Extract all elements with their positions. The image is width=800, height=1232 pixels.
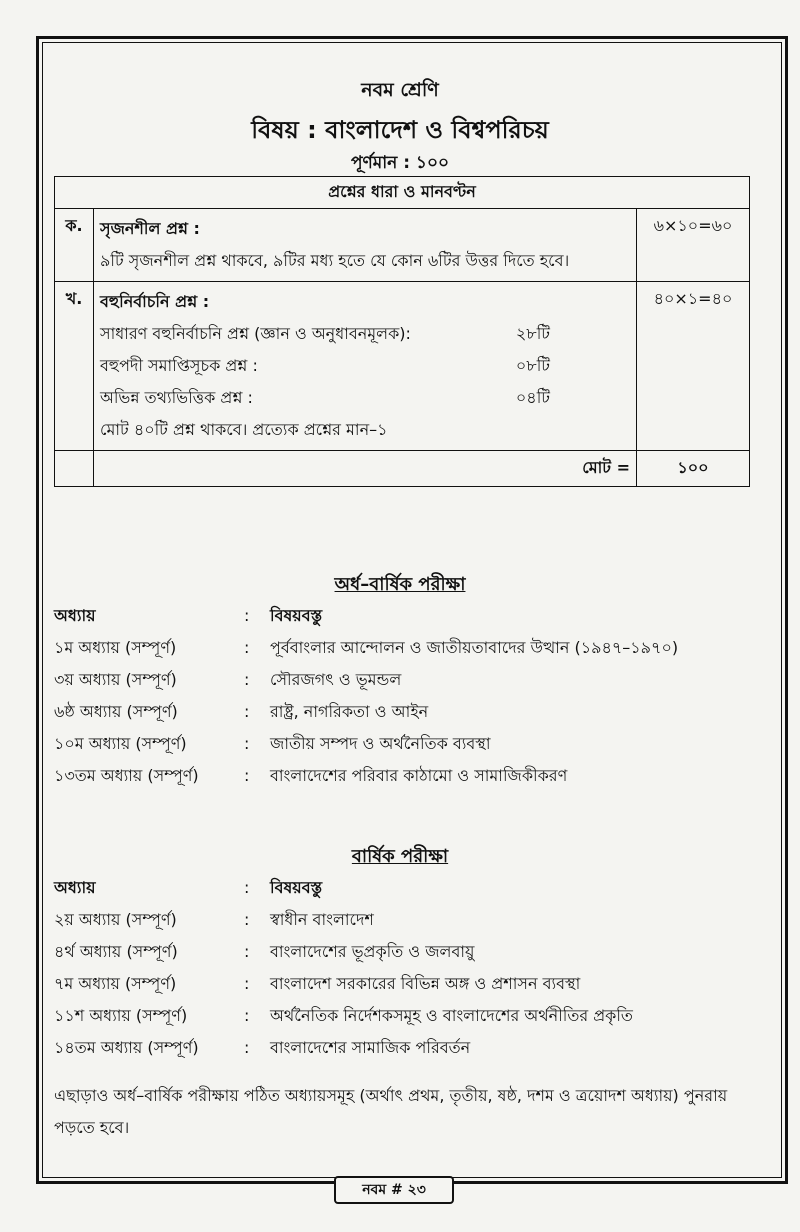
list-item: [54, 632, 774, 664]
page-footer-label: নবম # ২৩: [334, 1176, 454, 1204]
chapter-topic: অর্থনৈতিক নির্দেশকসমূহ ও বাংলাদেশের অর্থনীতির প্রকৃতি: [270, 1006, 633, 1025]
question-pattern-table: [54, 176, 750, 487]
half-yearly-title-text: অর্ধ–বার্ষিক পরীক্ষা: [334, 574, 466, 595]
empty-cell: [55, 451, 94, 487]
chapter-name: ১৩তম অধ্যায় (সম্পূর্ণ): [54, 766, 199, 785]
creative-question-cell: [94, 209, 637, 282]
colon: :: [244, 606, 250, 625]
list-item: [54, 904, 774, 936]
chapter-column-header: অধ্যায়: [54, 878, 96, 897]
mcq-item: [100, 350, 630, 382]
chapter-topic: বাংলাদেশের ভূপ্রকৃতি ও জলবায়ু: [270, 942, 475, 961]
total-label: মোট =: [94, 451, 637, 487]
syllabus-header-row: [54, 600, 774, 632]
mcq-item-count: ০৪টি: [515, 388, 550, 407]
chapter-name: ৬ষ্ঠ অধ্যায় (সম্পূর্ণ): [54, 702, 178, 721]
colon: :: [244, 1006, 250, 1025]
content-column-header: বিষয়বস্তু: [270, 878, 323, 897]
table-caption: প্রশ্নের ধারা ও মানবণ্টন: [55, 177, 750, 209]
colon: :: [244, 670, 250, 689]
mcq-item-count: ২৮টি: [515, 324, 550, 343]
list-item: [54, 1032, 774, 1064]
full-marks: পূর্ণমান : ১০০: [350, 153, 450, 173]
chapter-name: ৭ম অধ্যায় (সম্পূর্ণ): [54, 974, 177, 993]
creative-question-instruction: ৯টি সৃজনশীল প্রশ্ন থাকবে, ৯টির মধ্য হতে যে কোন ৬টির উত্তর দিতে হবে।: [100, 251, 570, 270]
chapter-name: ১৪তম অধ্যায় (সম্পূর্ণ): [54, 1038, 199, 1057]
row-label: ক.: [55, 209, 94, 282]
chapter-topic: জাতীয় সম্পদ ও অর্থনৈতিক ব্যবস্থা: [270, 734, 491, 753]
table-row: [55, 282, 750, 451]
mcq-item-text: সাধারণ বহুনির্বাচনি প্রশ্ন (জ্ঞান ও অনুধাবনমূলক):: [100, 324, 411, 343]
list-item: [54, 728, 774, 760]
chapter-topic: বাংলাদেশের সামাজিক পরিবর্তন: [270, 1038, 471, 1057]
colon: :: [244, 910, 250, 929]
chapter-topic: সৌরজগৎ ও ভূমন্ডল: [270, 670, 402, 689]
colon: :: [244, 974, 250, 993]
revision-note: এছাড়াও অর্ধ–বার্ষিক পরীক্ষায় পঠিত অধ্যায়সমূহ (অর্থাৎ প্রথম, তৃতীয়, ষষ্ঠ, দশম ও ত্রয়োদশ অধ্যায়) পুনরায় পড়তে হবে।: [54, 1086, 728, 1137]
mcq-marks: ৪০×১=৪০: [637, 282, 750, 451]
chapter-topic: পূর্ববাংলার আন্দোলন ও জাতীয়তাবাদের উত্থান (১৯৪৭–১৯৭০): [270, 638, 679, 657]
mcq-item-count: ০৮টি: [515, 356, 550, 375]
list-item: [54, 664, 774, 696]
colon: :: [244, 638, 250, 657]
half-yearly-syllabus: [54, 600, 774, 792]
total-value: ১০০: [637, 451, 750, 487]
colon: :: [244, 734, 250, 753]
chapter-name: ৩য় অধ্যায় (সম্পূর্ণ): [54, 670, 177, 689]
table-row: [55, 451, 750, 487]
list-item: [54, 1000, 774, 1032]
chapter-name: ৪র্থ অধ্যায় (সম্পূর্ণ): [54, 942, 178, 961]
subject-heading: বিষয় : বাংলাদেশ ও বিশ্বপরিচয়: [251, 116, 549, 144]
colon: :: [244, 942, 250, 961]
class-heading: নবম শ্রেণি: [361, 79, 439, 101]
chapter-name: ১০ম অধ্যায় (সম্পূর্ণ): [54, 734, 187, 753]
list-item: [54, 696, 774, 728]
mcq-item: [100, 318, 630, 350]
annual-syllabus: [54, 872, 774, 1064]
chapter-topic: বাংলাদেশের পরিবার কাঠামো ও সামাজিকীকরণ: [270, 766, 568, 785]
table-row: [55, 209, 750, 282]
colon: :: [244, 878, 250, 897]
chapter-name: ১ম অধ্যায় (সম্পূর্ণ): [54, 638, 177, 657]
creative-marks: ৬×১০=৬০: [637, 209, 750, 282]
syllabus-header-row: [54, 872, 774, 904]
chapter-column-header: অধ্যায়: [54, 606, 96, 625]
list-item: [54, 968, 774, 1000]
chapter-topic: রাষ্ট্র, নাগরিকতা ও আইন: [270, 702, 429, 721]
colon: :: [244, 766, 250, 785]
annual-title: [0, 842, 800, 873]
list-item: [54, 760, 774, 792]
content-column-header: বিষয়বস্তু: [270, 606, 323, 625]
colon: :: [244, 702, 250, 721]
chapter-name: ১১শ অধ্যায় (সম্পূর্ণ): [54, 1006, 188, 1025]
mcq-item-text: অভিন্ন তথ্যভিত্তিক প্রশ্ন :: [100, 388, 253, 407]
colon: :: [244, 1038, 250, 1057]
chapter-name: ২য় অধ্যায় (সম্পূর্ণ): [54, 910, 177, 929]
half-yearly-title: [0, 570, 800, 601]
mcq-cell: [94, 282, 637, 451]
mcq-item-text: বহুপদী সমাপ্তিসূচক প্রশ্ন :: [100, 356, 258, 375]
chapter-topic: স্বাধীন বাংলাদেশ: [270, 910, 374, 929]
creative-question-title: সৃজনশীল প্রশ্ন :: [100, 219, 200, 238]
row-label: খ.: [55, 282, 94, 451]
annual-title-text: বার্ষিক পরীক্ষা: [351, 846, 449, 867]
mcq-note: মোট ৪০টি প্রশ্ন থাকবে। প্রত্যেক প্রশ্নের মান–১: [100, 420, 388, 439]
chapter-topic: বাংলাদেশ সরকারের বিভিন্ন অঙ্গ ও প্রশাসন ব্যবস্থা: [270, 974, 581, 993]
mcq-title: বহুনির্বাচনি প্রশ্ন :: [100, 292, 210, 311]
list-item: [54, 936, 774, 968]
mcq-item: [100, 382, 630, 414]
